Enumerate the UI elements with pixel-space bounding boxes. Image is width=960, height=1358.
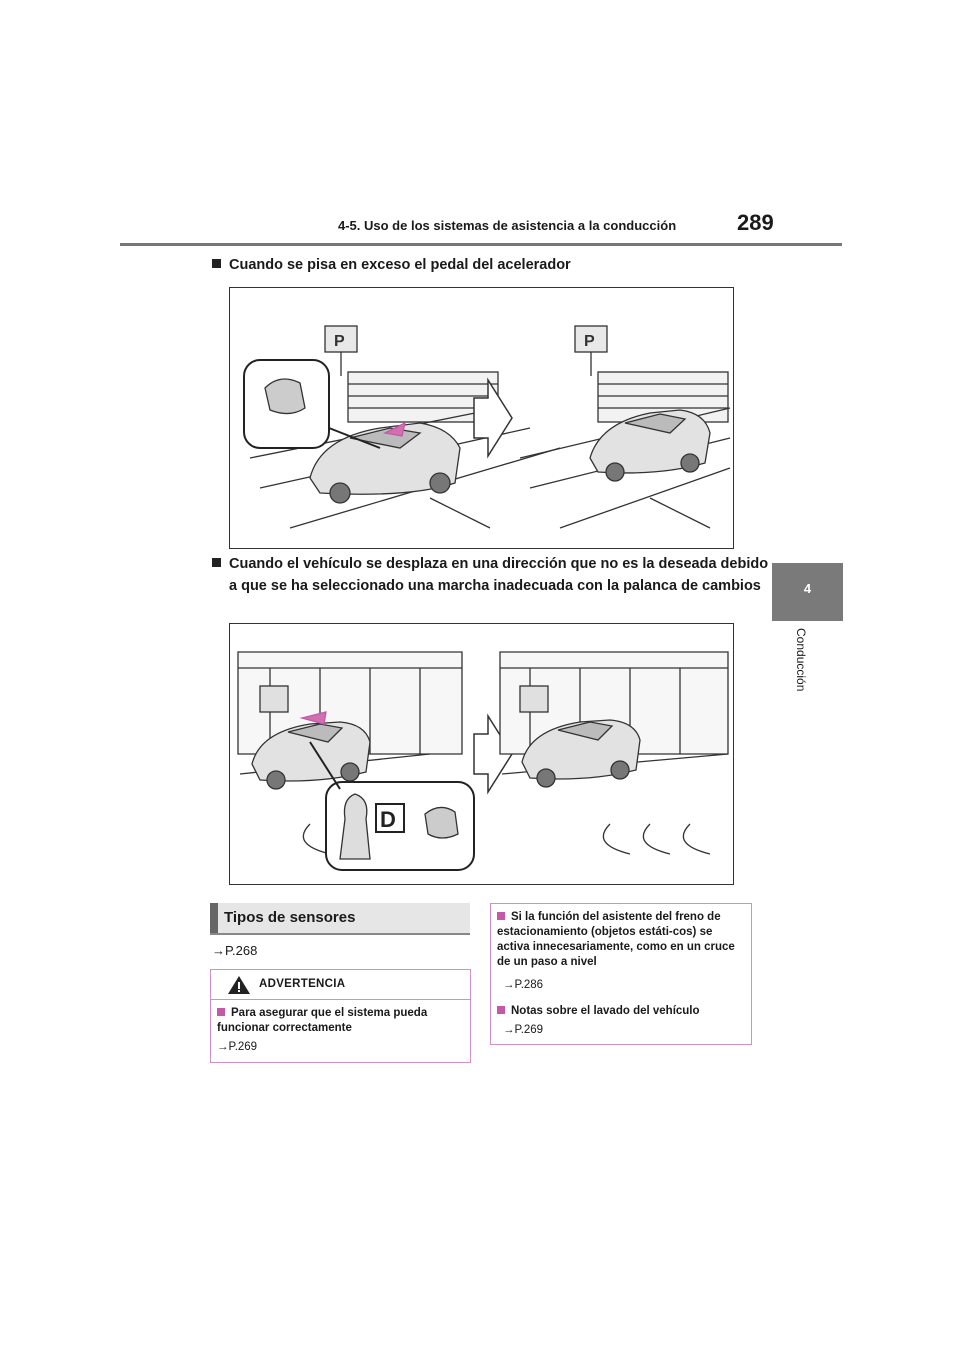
wrong-gear-illustration <box>229 623 734 885</box>
warning-box <box>210 969 471 1063</box>
info-box <box>490 903 752 1045</box>
accelerator-illustration-svg <box>230 288 733 548</box>
chapter-tab <box>772 563 843 621</box>
pink-square-icon <box>497 912 505 920</box>
warning-triangle-icon <box>227 975 251 995</box>
accelerator-heading <box>212 254 772 276</box>
accelerator-heading-text: Cuando se pisa en exceso el pedal del acelerador <box>229 257 571 273</box>
chapter-label <box>796 628 816 708</box>
warning-item-title: Para asegurar que el sistema pueda funcionar correctamente <box>217 1007 428 1034</box>
info-item2-title: Notas sobre el lavado del vehículo <box>497 1004 745 1019</box>
square-bullet-icon <box>212 558 221 567</box>
header-rule <box>120 243 842 246</box>
accelerator-illustration <box>229 287 734 549</box>
wrong-gear-heading <box>212 553 769 597</box>
pink-square-icon <box>217 1008 225 1016</box>
info-item1-title: Si la función del asistente del freno de estacionamiento (objetos estáti-cos) se activa innecesariamente, como en un cruce de un paso a nivel <box>497 911 735 968</box>
gear-letter: D <box>380 807 396 832</box>
info-item2-ref: →P.269 <box>503 1024 544 1036</box>
info-item1-ref: →P.286 <box>503 979 544 991</box>
wrong-gear-illustration-svg <box>230 624 733 884</box>
sensor-types-reference: →P.268 <box>212 943 258 958</box>
sensor-types-title: Tipos de sensores <box>224 909 356 926</box>
sensor-types-heading <box>210 903 470 935</box>
chapter-label-text: Conducción <box>794 628 808 692</box>
svg-text:P: P <box>584 333 595 350</box>
chapter-number: 4 <box>803 581 812 596</box>
warning-title: ADVERTENCIA <box>259 978 346 990</box>
svg-text:P: P <box>334 333 345 350</box>
warning-header <box>211 970 470 1000</box>
pink-square-icon <box>497 1006 505 1014</box>
wrong-gear-heading-text: Cuando el vehículo se desplaza en una dirección que no es la deseada debido a que se ha seleccionado una marcha inadecuada con la palanca de cambios <box>229 556 769 594</box>
warning-item-ref: →P.269 <box>217 1041 258 1053</box>
heading-accent-bar <box>210 903 218 933</box>
section-title: 4-5. Uso de los sistemas de asistencia a la conducción <box>338 218 677 233</box>
square-bullet-icon <box>212 259 221 268</box>
page-number: 289 <box>737 210 774 235</box>
